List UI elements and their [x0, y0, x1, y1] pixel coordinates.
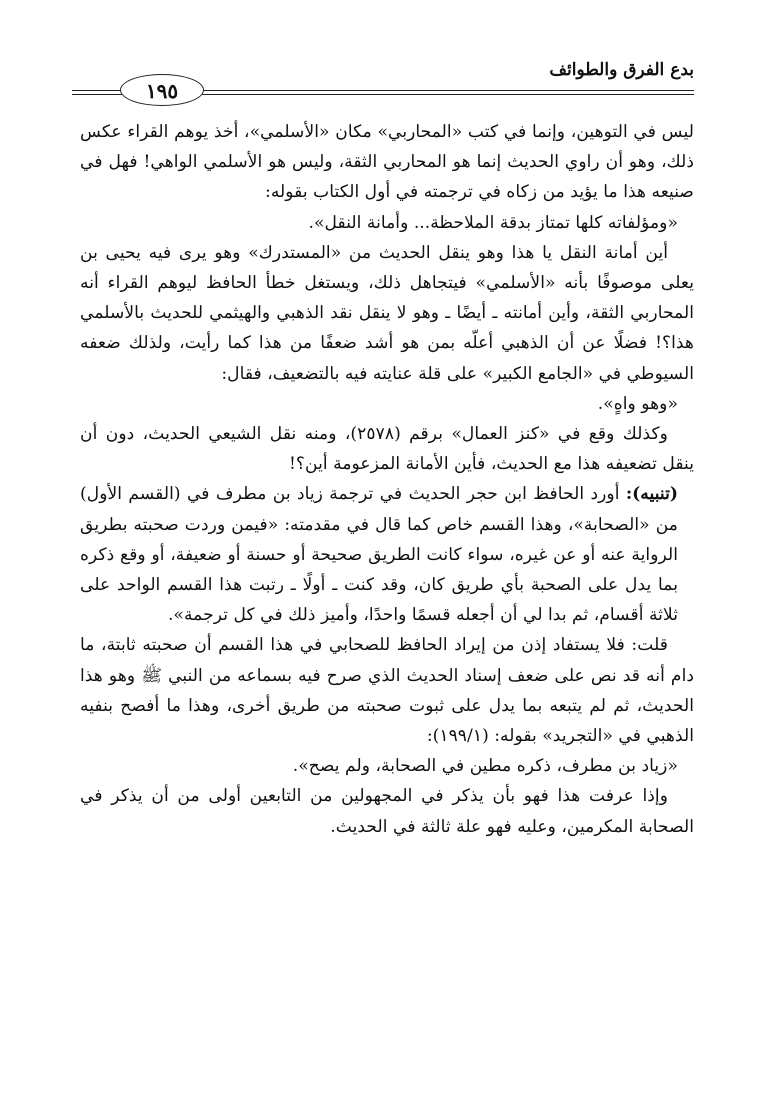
- paragraph-1: ليس في التوهين، وإنما في كتب «المحاربي» مكان «الأسلمي»، أخذ يوهم القراء عكس ذلك، وهو أن راوي الحديث إنما هو المحاربي الثقة، وليس هو الأسلمي الواهي! فهل في صنيعه هذا ما يؤيد من زكاه في ترجمته في أول الكتاب بقوله:: [80, 122, 694, 203]
- body-text: [80, 117, 694, 842]
- running-title: بدع الفرق والطوائف: [549, 60, 694, 80]
- page-header: [72, 54, 694, 110]
- quote-3: «زياد بن مطرف، ذكره مطين في الصحابة، ولم يصح».: [292, 756, 678, 777]
- page-number: ١٩٥: [120, 74, 204, 106]
- paragraph-6: وإذا عرفت هذا فهو بأن يذكر في المجهولين من التابعين أولى من أن يذكر في الصحابة المكرمين، وعليه فهو علة ثالثة في الحديث.: [80, 786, 694, 837]
- quote-1: «ومؤلفاته كلها تمتاز بدقة الملاحظة... وأمانة النقل».: [308, 212, 678, 233]
- paragraph-4: [80, 479, 694, 630]
- note-text: أورد الحافظ ابن حجر الحديث في ترجمة زياد بن مطرف في (القسم الأول) من «الصحابة»، وهذا القسم خاص كما قال في مقدمته: «فيمن وردت صحبته بطريق الرواية عنه أو عن غيره، سواء كانت الطريق صحيحة أو حسنة أو ضعيفة، أو وقع ذكره بما يدل على الصحبة بأي طريق كان، وقد كنت ـ أولًا ـ رتبت هذا القسم الواحد على ثلاثة أقسام، ثم بدا لي أن أجعله قسمًا واحدًا، وأميز ذلك في كل ترجمة».: [80, 484, 678, 626]
- paragraph-3: وكذلك وقع في «كنز العمال» برقم (٢٥٧٨)، ومنه نقل الشيعي الحديث، دون أن ينقل تضعيفه هذا مع الحديث، فأين الأمانة المزعومة أين؟!: [80, 424, 694, 475]
- note-label: (تنبيه):: [625, 484, 678, 505]
- paragraph-5: قلت: فلا يستفاد إذن من إيراد الحافظ للصحابي في هذا القسم أن صحبته ثابتة، ما دام أنه قد نص على ضعف إسناد الحديث الذي صرح فيه بسماعه من النبي ﷺ وهو هذا الحديث، ثم لم يتبعه بما يدل على ثبوت صحبته من طريق أخرى، وهذا ما أفصح بنفيه الذهبي في «التجريد» بقوله: (١٩٩/١):: [80, 635, 694, 747]
- quote-2: «وهو واهٍ».: [597, 393, 678, 414]
- paragraph-2: أين أمانة النقل يا هذا وهو ينقل الحديث من «المستدرك» وهو يرى فيه يحيى بن يعلى موصوفًا بأنه «الأسلمي» فيتجاهل ذلك، ويستغل خطأ الحافظ ليوهم القراء أنه المحاربي الثقة، وأين أمانته ـ أيضًا ـ وهو لا ينقل نقد الذهبي والهيثمي للحديث بالأسلمي هذا؟! فضلًا عن أن الذهبي أعلّه بمن هو أشد ضعفًا من هذا كما رأيت، ولذلك ضعفه السيوطي في «الجامع الكبير» على قلة عنايته فيه بالتضعيف، فقال:: [80, 242, 694, 384]
